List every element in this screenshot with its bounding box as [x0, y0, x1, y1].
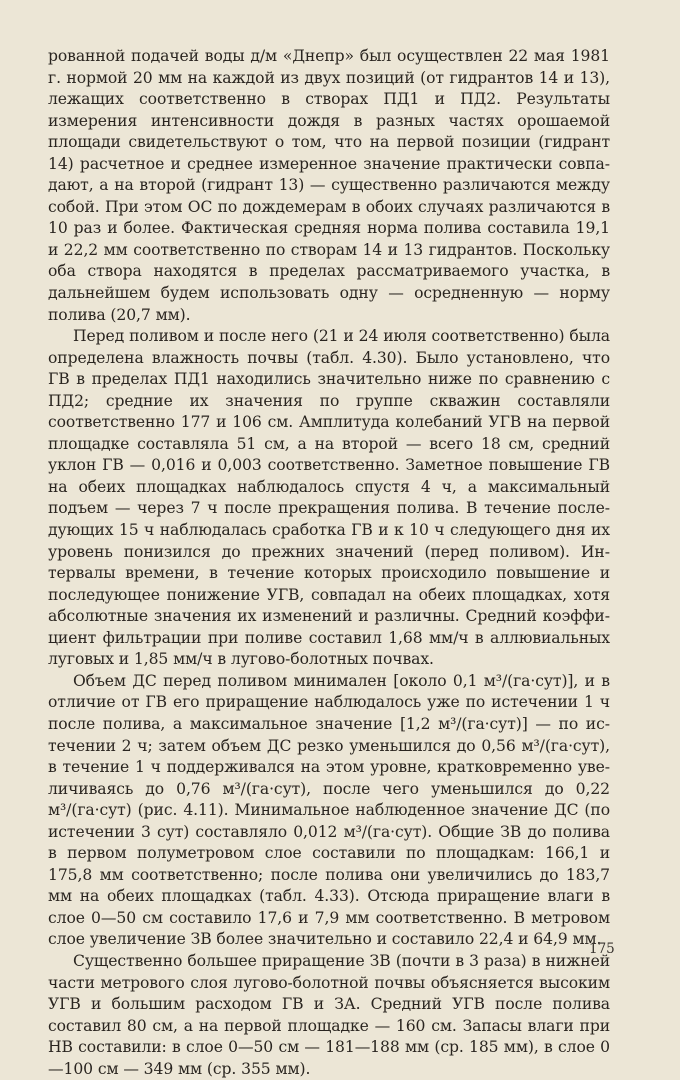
- paragraph-soil-moisture: Перед поливом и после него (21 и 24 июля соответственно) была определена влажность почвы (табл. 4.30). Было установлено, что ГВ в пределах ПД1 находились значительно ниже по сравнению с ПД2; средние их значения по группе скважин составляли соответственно 177 и 106 см. Амплитуда колебаний УГВ на первой площадке составляла 51 см, а на второй — всего 18 см, средний уклон ГВ — 0,016 и 0,003 соответственно. Заметное повышение ГВ на обеих площадках наблюдалось спустя 4 ч, а максимальный подъем — через 7 ч после прекращения полива. В течение последующих 15 ч наблюдалась сработка ГВ и к 10 ч следующего дня их уровень понизился до прежних значений (перед поливом). Интервалы времени, в течение которых происходило повышение и последующее понижение УГВ, совпадал на обеих площадках, хотя абсолютные значения их изменений и различны. Средний коэффициент фильтрации при поливе составил 1,68 мм/ч в аллювиальных луговых и 1,85 мм/ч в лугово-болотных почвах.: [48, 327, 610, 669]
- paragraph-continuation: рованной подачей воды д/м «Днепр» был осуществлен 22 мая 1981 г. нормой 20 мм на каждой из двух позиций (от гидрантов 14 и 13), лежащих соответственно в створах ПД1 и ПД2. Результаты измерения интенсивности дождя в разных частях орошаемой площади свидетельствуют о том, что на первой позиции (гидрант 14) расчетное и среднее измеренное значение практически совпадают, а на второй (гидрант 13) — существенно различаются между собой. При этом ОС по дождемерам в обоих случаях различаются в 10 раз и более. Фактическая средняя норма полива составила 19,1 и 22,2 мм соответственно по створам 14 и 13 гидрантов. Поскольку оба створа находятся в пределах рассматриваемого участка, в дальнейшем будем использовать одну — осредненную — норму полива (20,7 мм).: [48, 47, 610, 324]
- document-page: [48, 46, 610, 1080]
- page-number: 175: [589, 941, 615, 957]
- paragraph-water-reserves: Существенно большее приращение ЗВ (почти в 3 раза) в нижней части метрового слоя лугово-болотной почвы объясняется высоким УГВ и большим расходом ГВ и ЗА. Средний УГВ после полива составил 80 см, а на первой площадке — 160 см. Запасы влаги при НВ составили: в слое 0—50 см — 181—188 мм (ср. 185 мм), в слое 0—100 см — 349 мм (ср. 355 мм).: [48, 951, 610, 1078]
- paragraph-drainage-runoff: Объем ДС перед поливом минимален [около 0,1 м³/(га·сут)], и в отличие от ГВ его приращение наблюдалось уже по истечении 1 ч после полива, а максимальное значение [1,2 м³/(га·сут)] — по истечении 2 ч; затем объем ДС резко уменьшился до 0,56 м³/(га·сут), в течение 1 ч поддерживался на этом уровне, кратковременно увеличиваясь до 0,76 м³/(га·сут), после чего уменьшился до 0,22 м³/(га·сут) (рис. 4.11). Минимальное наблюденное значение ДС (по истечении 3 сут) составляло 0,012 м³/(га·сут). Общие ЗВ до полива в первом полуметровом слое составили по площадкам: 166,1 и 175,8 мм соответственно; после полива они увеличились до 183,7 мм на обеих площадках (табл. 4.33). Отсюда приращение влаги в слое 0—50 см составило 17,6 и 7,9 мм соответственно. В метровом слое увеличение ЗВ более значительно и составило 22,4 и 64,9 мм.: [48, 671, 610, 949]
